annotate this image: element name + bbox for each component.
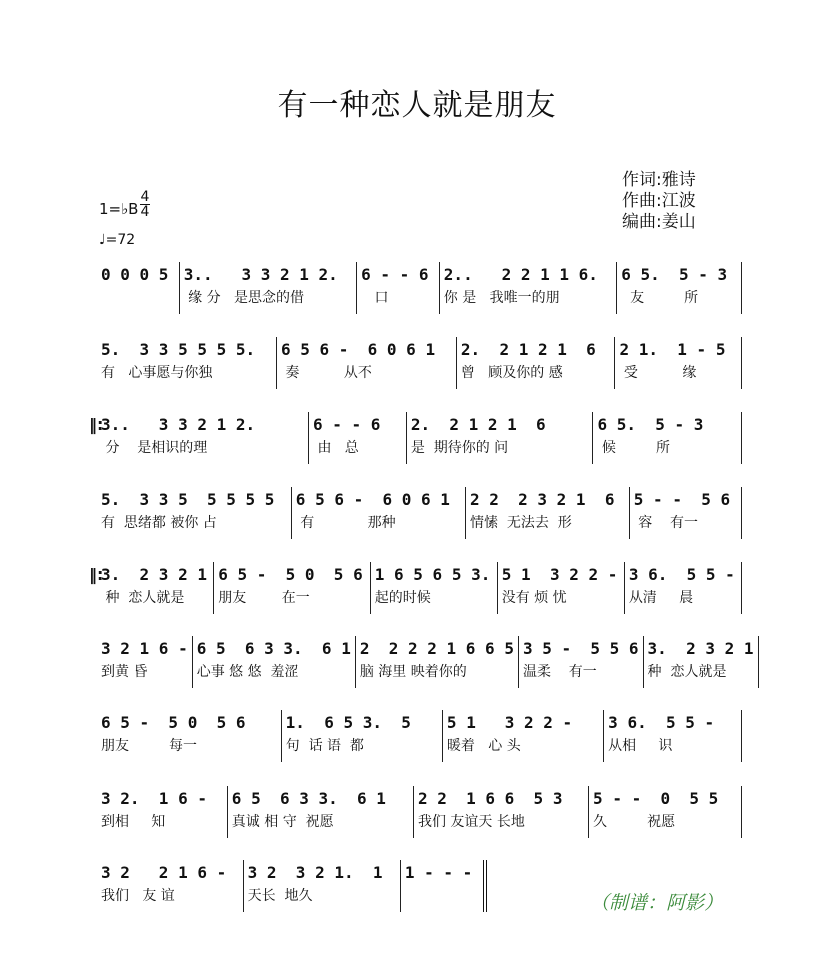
measure-notes: 5 1 3 2 2 - <box>501 565 618 584</box>
measure-notes: 3 2. 1 6 - <box>101 789 207 808</box>
measure-lyrics: 我们 友谊天 长地 <box>417 814 525 830</box>
measure <box>309 412 407 464</box>
song-title: 有一种恋人就是朋友 <box>277 88 557 123</box>
measure <box>414 786 589 838</box>
measure-notes: 5 1 3 2 2 - <box>446 713 573 732</box>
lyricist: 作词:雅诗 <box>622 170 696 190</box>
measure-lyrics: 种 恋人就是 <box>647 664 727 680</box>
arranger: 编曲:姜山 <box>622 212 696 232</box>
repeat-start-sign: ‖: <box>89 565 104 584</box>
measure <box>97 262 180 314</box>
measure <box>97 412 309 464</box>
credits <box>622 170 696 233</box>
score-line <box>97 337 742 389</box>
measure-lyrics: 久 祝愿 <box>593 814 676 830</box>
measure-lyrics: 有 那种 <box>295 515 396 531</box>
measure-notes: 5 - - 0 5 5 <box>593 789 719 808</box>
measure <box>617 262 742 314</box>
measure-lyrics: 从相 识 <box>608 738 673 754</box>
measure-lyrics: 从清 晨 <box>628 590 694 606</box>
measure <box>630 487 742 539</box>
composer: 作曲:江波 <box>622 191 696 211</box>
measure-lyrics: 分 是相识的理 <box>101 440 208 456</box>
measure-lyrics: 有 思绪都 被你 占 <box>101 515 217 531</box>
measure <box>292 487 466 539</box>
measure <box>97 487 292 539</box>
measure <box>519 636 644 688</box>
measure-notes: 5. 3 3 5 5 5 5. <box>101 340 256 359</box>
measure-notes: 3 2 1 6 - <box>101 639 188 658</box>
measure-notes: 3.. 3 3 2 1 2. <box>183 265 338 284</box>
measure-lyrics: 我们 友 谊 <box>101 888 175 904</box>
measure-notes: 2 2 2 2 1 6 6 5 <box>359 639 514 658</box>
score-line <box>97 860 487 912</box>
score-line <box>97 262 742 314</box>
score-line <box>97 710 742 762</box>
key-signature: 1=♭B <box>99 200 139 218</box>
measure-lyrics: 奏 从不 <box>280 365 372 381</box>
measure-lyrics: 口 <box>361 290 389 306</box>
measure-notes: 6 5. 5 - 3 <box>597 415 704 434</box>
measure <box>97 562 214 614</box>
measure-lyrics: 缘 分 是思念的借 <box>183 290 304 306</box>
measure-lyrics: 脑 海里 映着你的 <box>359 664 467 680</box>
measure-notes: 6 5 6 - 6 0 6 1 <box>295 490 450 509</box>
measure <box>244 860 401 912</box>
score-line <box>97 636 754 688</box>
measure <box>604 710 742 762</box>
measure-lyrics: 真诚 相 守 祝愿 <box>231 814 334 830</box>
measure-notes: 3 6. 5 5 - <box>628 565 735 584</box>
measure-lyrics: 情愫 无法去 形 <box>469 515 572 531</box>
measure-notes: 3. 2 3 2 1 <box>647 639 754 658</box>
measure-notes: 2. 2 1 2 1 6 <box>410 415 546 434</box>
measure <box>440 262 617 314</box>
score-line <box>97 786 742 838</box>
measure <box>593 412 742 464</box>
measure-notes: 1. 6 5 3. 5 <box>285 713 411 732</box>
measure-notes: 1 6 5 6 5 3. <box>374 565 491 584</box>
arranger-signature: （制谱：阿影） <box>590 892 724 914</box>
measure-lyrics: 种 恋人就是 <box>101 590 185 606</box>
measure <box>443 710 604 762</box>
measure <box>180 262 357 314</box>
measure-notes: 6 5 - 5 0 5 6 <box>218 565 363 584</box>
measure-notes: 2 2 2 3 2 1 6 <box>469 490 615 509</box>
measure-lyrics: 曾 顾及你的 感 <box>460 365 563 381</box>
measure-notes: 6 5 - 5 0 5 6 <box>101 713 246 732</box>
measure-notes: 3 5 - 5 5 6 <box>522 639 639 658</box>
measure-lyrics: 友 所 <box>621 290 699 306</box>
measure <box>97 860 244 912</box>
score-line <box>89 412 742 464</box>
measure <box>644 636 759 688</box>
tempo-marking: ♩=72 <box>99 232 136 248</box>
measure-notes: 1 - - - <box>404 863 473 882</box>
time-signature <box>140 190 150 219</box>
measure <box>356 636 519 688</box>
measure <box>97 337 277 389</box>
time-signature-top: 4 <box>140 189 150 205</box>
measure <box>371 562 498 614</box>
measure-lyrics: 有 心事愿与你独 <box>101 365 213 381</box>
measure <box>193 636 356 688</box>
measure-lyrics: 起的时候 <box>374 590 431 606</box>
measure-notes: 6 - - 6 <box>361 265 429 284</box>
measure-notes: 6 - - 6 <box>313 415 381 434</box>
measure-notes: 3.. 3 3 2 1 2. <box>101 415 256 434</box>
measure <box>466 487 630 539</box>
measure-lyrics: 心事 悠 悠 羞涩 <box>196 664 299 680</box>
measure-lyrics: 候 所 <box>597 440 670 456</box>
measure-notes: 0 0 0 5 <box>101 265 169 284</box>
score-line <box>97 487 742 539</box>
measure <box>589 786 742 838</box>
measure-lyrics: 暖着 心 头 <box>446 738 521 754</box>
measure-notes: 3 2 2 1 6 - <box>101 863 227 882</box>
measure-notes: 3 2 3 2 1. 1 <box>247 863 383 882</box>
measure-notes: 2.. 2 2 1 1 6. <box>443 265 598 284</box>
score-line <box>89 562 742 614</box>
measure <box>97 710 282 762</box>
measure-notes: 6 5 6 - 6 0 6 1 <box>280 340 436 359</box>
measure <box>401 860 487 912</box>
measure <box>498 562 625 614</box>
measure-notes: 6 5 6 3 3. 6 1 <box>196 639 351 658</box>
measure-lyrics: 你 是 我唯一的朋 <box>443 290 560 306</box>
measure <box>357 262 440 314</box>
repeat-start-sign: ‖: <box>89 415 104 434</box>
measure-lyrics: 温柔 有一 <box>522 664 597 680</box>
measure-lyrics: 由 总 <box>313 440 359 456</box>
measure-lyrics: 是 期待你的 问 <box>410 440 509 456</box>
measure-notes: 5. 3 3 5 5 5 5 5 <box>101 490 275 509</box>
measure <box>97 636 193 688</box>
measure-notes: 2. 2 1 2 1 6 <box>460 340 596 359</box>
measure <box>214 562 371 614</box>
measure-notes: 6 5. 5 - 3 <box>621 265 728 284</box>
measure <box>97 786 228 838</box>
measure-lyrics: 到黄 昏 <box>101 664 148 680</box>
measure-lyrics: 朋友 每一 <box>101 738 198 754</box>
time-signature-bottom: 4 <box>140 204 150 220</box>
measure-notes: 3 6. 5 5 - <box>608 713 715 732</box>
measure-notes: 2 1. 1 - 5 <box>619 340 726 359</box>
measure-lyrics: 容 有一 <box>633 515 699 531</box>
measure-lyrics: 天长 地久 <box>247 888 313 904</box>
measure <box>282 710 443 762</box>
measure <box>277 337 457 389</box>
measure <box>615 337 742 389</box>
measure-lyrics: 句 话 语 都 <box>285 738 364 754</box>
measure-lyrics: 没有 烦 忧 <box>501 590 567 606</box>
measure-lyrics: 朋友 在一 <box>218 590 310 606</box>
measure-notes: 3. 2 3 2 1 <box>101 565 207 584</box>
measure-notes: 2 2 1 6 6 5 3 <box>417 789 563 808</box>
measure <box>407 412 594 464</box>
measure-lyrics: 受 缘 <box>619 365 697 381</box>
measure <box>228 786 414 838</box>
measure-notes: 6 5 6 3 3. 6 1 <box>231 789 386 808</box>
measure <box>625 562 742 614</box>
measure-lyrics: 到相 知 <box>101 814 166 830</box>
measure-notes: 5 - - 5 6 <box>633 490 731 509</box>
measure <box>457 337 616 389</box>
